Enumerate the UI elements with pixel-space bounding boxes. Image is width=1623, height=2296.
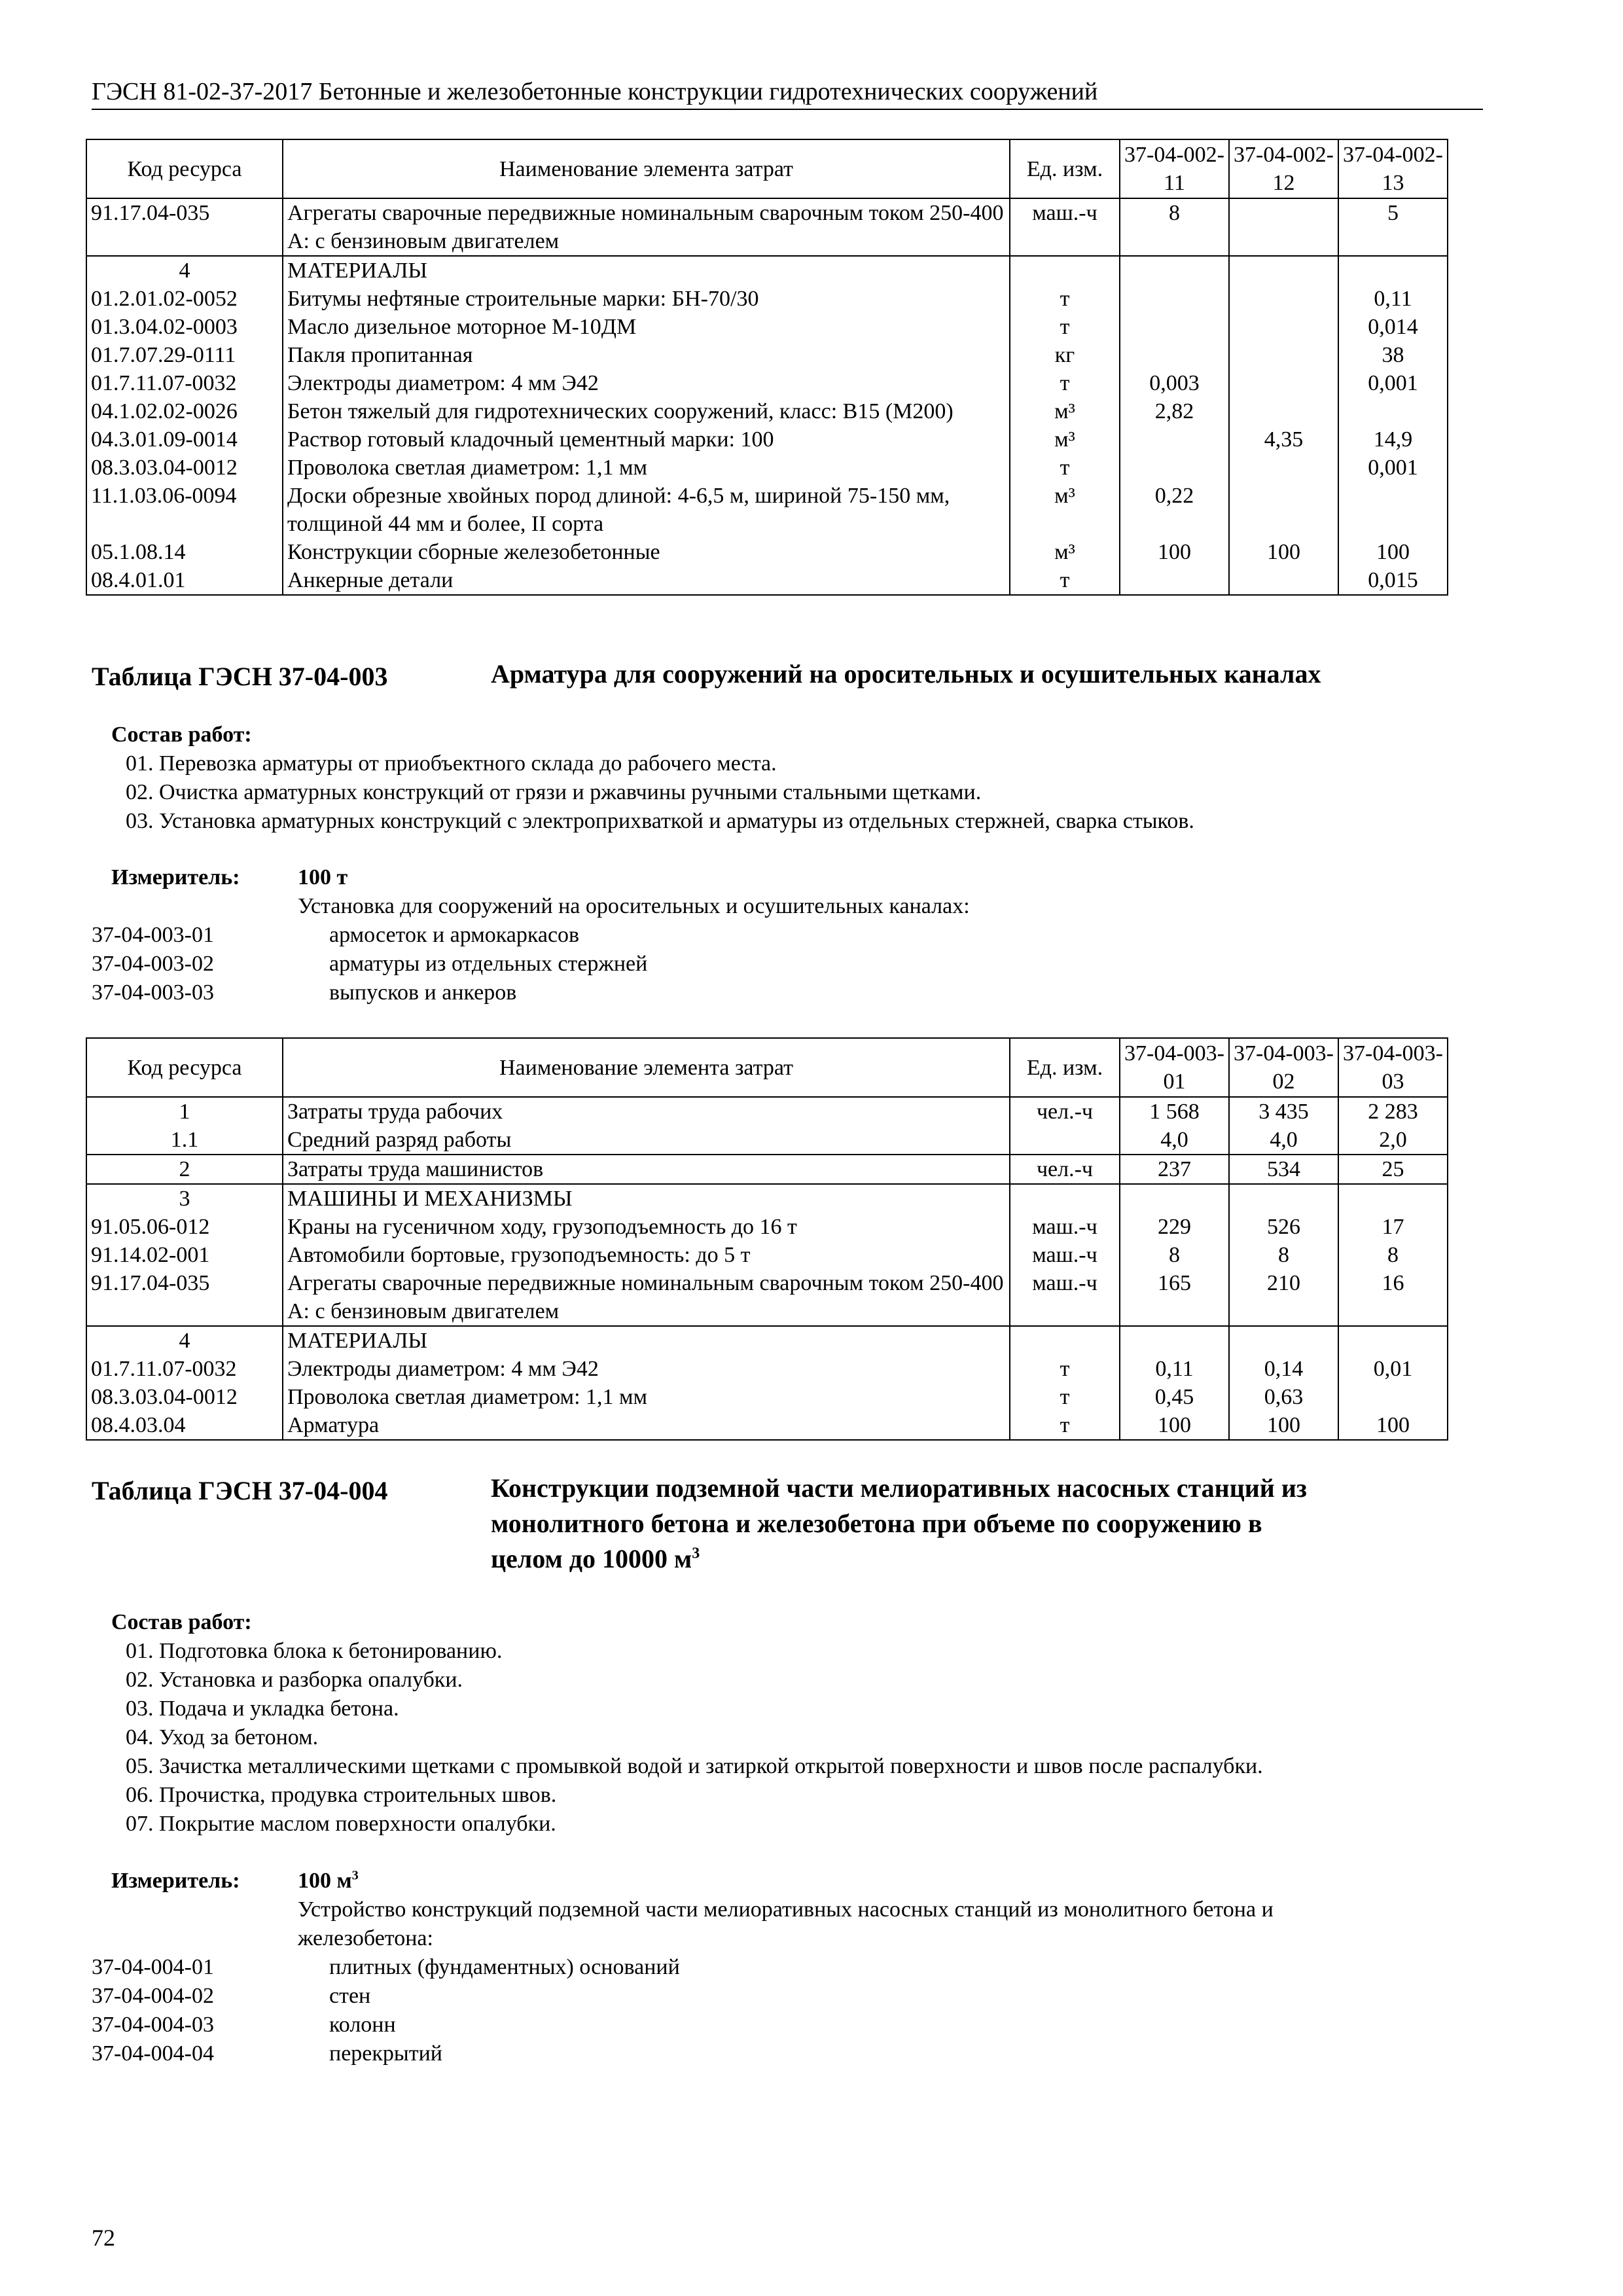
resource-unit: т [1010, 566, 1120, 595]
table-row [86, 1383, 1448, 1411]
table-row [86, 1411, 1448, 1440]
norm-value: 0,11 [1338, 285, 1448, 313]
col-header-norm: 37-04-003-02 [1229, 1038, 1338, 1097]
table-row [86, 425, 1448, 454]
resource-code: 11.1.03.06-0094 [86, 482, 283, 538]
meter-text: 100 м [298, 1869, 352, 1893]
resource-code: 01.3.04.02-0003 [86, 313, 283, 341]
meter-value: 100 т [298, 865, 348, 889]
resource-unit: т [1010, 285, 1120, 313]
norm-code: 37-04-003-03 [92, 980, 214, 1005]
norm-value [1338, 482, 1448, 538]
norm-value [1229, 313, 1338, 341]
table-row [86, 369, 1448, 397]
resource-code: 08.3.03.04-0012 [86, 1383, 283, 1411]
norm-code: 37-04-004-01 [92, 1955, 214, 1979]
work-item: 04. Уход за бетоном. [126, 1725, 319, 1749]
norm-value [1338, 1383, 1448, 1411]
norm-name: армосеток и армокаркасов [329, 923, 580, 947]
norm-name: плитных (фундаментных) оснований [329, 1955, 680, 1979]
resource-code: 1.1 [86, 1126, 283, 1155]
norm-code: 37-04-004-03 [92, 2013, 214, 2037]
resource-unit: т [1010, 1383, 1120, 1411]
table-row [86, 341, 1448, 369]
work-item: 01. Подготовка блока к бетонированию. [126, 1639, 503, 1663]
resource-name: Бетон тяжелый для гидротехнических сооружений, класс: В15 (М200) [283, 397, 1010, 425]
resource-code: 91.05.06-012 [86, 1213, 283, 1241]
table-row [86, 285, 1448, 313]
norm-value: 100 [1120, 538, 1229, 566]
col-header-norm: 37-04-002-13 [1338, 139, 1448, 198]
norm-value [1229, 369, 1338, 397]
norm-name: колонн [329, 2013, 396, 2037]
resource-name: Электроды диаметром: 4 мм Э42 [283, 1355, 1010, 1383]
section-code: 4 [86, 1326, 283, 1355]
device-caption: Устройство конструкций подземной части мелиоративных насосных станций из монолитного бетона и [298, 1897, 1274, 1922]
resource-name: Проволока светлая диаметром: 1,1 мм [283, 454, 1010, 482]
norm-value: 2,82 [1120, 397, 1229, 425]
col-header-name: Наименование элемента затрат [283, 1038, 1010, 1097]
resource-name: Затраты труда машинистов [283, 1155, 1010, 1184]
norm-value: 8 [1120, 1241, 1229, 1269]
resource-table-002 [86, 139, 1448, 596]
table-title-003: Таблица ГЭСН 37-04-003 [92, 662, 388, 691]
table-row [86, 1155, 1448, 1184]
section-code: 3 [86, 1184, 283, 1213]
table-header-row [86, 139, 1448, 198]
running-header: ГЭСН 81-02-37-2017 Бетонные и железобетонные конструкции гидротехнических сооружений [92, 78, 1098, 105]
col-header-code: Код ресурса [86, 139, 283, 198]
table-row [86, 313, 1448, 341]
norm-value: 4,35 [1229, 425, 1338, 454]
resource-unit: т [1010, 1411, 1120, 1440]
resource-name: Масло дизельное моторное М-10ДМ [283, 313, 1010, 341]
norm-value [1229, 341, 1338, 369]
section-row-materials [86, 256, 1448, 285]
norm-value [1229, 566, 1338, 595]
col-header-norm: 37-04-003-03 [1338, 1038, 1448, 1097]
resource-unit: м³ [1010, 538, 1120, 566]
table-row [86, 1355, 1448, 1383]
resource-name: Средний разряд работы [283, 1126, 1010, 1155]
norm-value [1229, 198, 1338, 256]
resource-unit: маш.-ч [1010, 1213, 1120, 1241]
norm-value: 0,45 [1120, 1383, 1229, 1411]
meter-label: Измеритель: [111, 1869, 240, 1893]
resource-table-003 [86, 1037, 1448, 1441]
resource-unit: т [1010, 1355, 1120, 1383]
norm-value: 237 [1120, 1155, 1229, 1184]
device-caption: железобетона: [298, 1926, 433, 1950]
resource-name: Краны на гусеничном ходу, грузоподъемность до 16 т [283, 1213, 1010, 1241]
table-desc-004 [491, 1471, 1307, 1577]
table-row [86, 397, 1448, 425]
resource-code: 1 [86, 1097, 283, 1126]
resource-code: 08.3.03.04-0012 [86, 454, 283, 482]
table-desc-003: Арматура для сооружений на оросительных и осушительных каналах [491, 659, 1321, 689]
resource-unit: маш.-ч [1010, 1241, 1120, 1269]
resource-name: Пакля пропитанная [283, 341, 1010, 369]
resource-code: 91.14.02-001 [86, 1241, 283, 1269]
resource-code: 01.7.11.07-0032 [86, 369, 283, 397]
norm-value: 100 [1338, 1411, 1448, 1440]
norm-code: 37-04-004-04 [92, 2041, 214, 2066]
norm-value [1229, 397, 1338, 425]
superscript: 3 [351, 1868, 359, 1883]
norm-value: 3 435 [1229, 1097, 1338, 1126]
resource-name: Проволока светлая диаметром: 1,1 мм [283, 1383, 1010, 1411]
norm-value: 8 [1338, 1241, 1448, 1269]
col-header-norm: 37-04-003-01 [1120, 1038, 1229, 1097]
resource-code: 2 [86, 1155, 283, 1184]
norm-code: 37-04-003-01 [92, 923, 214, 947]
norm-value: 25 [1338, 1155, 1448, 1184]
norm-value: 0,11 [1120, 1355, 1229, 1383]
norm-value: 0,14 [1229, 1355, 1338, 1383]
norm-value [1120, 313, 1229, 341]
col-header-unit: Ед. изм. [1010, 1038, 1120, 1097]
work-item: 05. Зачистка металлическими щетками с промывкой водой и затиркой открытой поверхности и швов после распалубки. [126, 1754, 1263, 1778]
works-heading: Состав работ: [111, 1610, 252, 1634]
norm-value: 17 [1338, 1213, 1448, 1241]
meter-label: Измеритель: [111, 865, 240, 889]
work-item: 03. Подача и укладка бетона. [126, 1696, 399, 1721]
table-row [86, 1097, 1448, 1126]
table-row [86, 198, 1448, 256]
resource-code: 05.1.08.14 [86, 538, 283, 566]
norm-value: 100 [1120, 1411, 1229, 1440]
norm-value: 100 [1229, 538, 1338, 566]
resource-unit: т [1010, 369, 1120, 397]
norm-value: 210 [1229, 1269, 1338, 1326]
norm-code: 37-04-003-02 [92, 952, 214, 976]
norm-value: 100 [1338, 538, 1448, 566]
table-row [86, 1241, 1448, 1269]
table-row [86, 538, 1448, 566]
norm-value [1120, 454, 1229, 482]
header-rule [92, 109, 1483, 110]
norm-value [1120, 425, 1229, 454]
table-row [86, 482, 1448, 538]
norm-value: 229 [1120, 1213, 1229, 1241]
norm-value: 16 [1338, 1269, 1448, 1326]
norm-value [1120, 566, 1229, 595]
norm-value: 5 [1338, 198, 1448, 256]
col-header-norm: 37-04-002-11 [1120, 139, 1229, 198]
resource-unit: маш.-ч [1010, 198, 1120, 256]
norm-value: 8 [1120, 198, 1229, 256]
norm-code: 37-04-004-02 [92, 1984, 214, 2008]
table-row [86, 1269, 1448, 1326]
norm-value [1338, 397, 1448, 425]
norm-value: 14,9 [1338, 425, 1448, 454]
norm-value: 0,63 [1229, 1383, 1338, 1411]
resource-unit: кг [1010, 341, 1120, 369]
resource-name: Автомобили бортовые, грузоподъемность: до 5 т [283, 1241, 1010, 1269]
page-number: 72 [92, 2225, 115, 2251]
resource-unit: м³ [1010, 397, 1120, 425]
norm-value: 2,0 [1338, 1126, 1448, 1155]
norm-value: 8 [1229, 1241, 1338, 1269]
norm-value: 0,015 [1338, 566, 1448, 595]
resource-unit: т [1010, 454, 1120, 482]
resource-unit: т [1010, 313, 1120, 341]
resource-code: 91.17.04-035 [86, 1269, 283, 1326]
norm-value: 0,001 [1338, 369, 1448, 397]
work-item: 03. Установка арматурных конструкций с электроприхваткой и арматуры из отдельных стержней, сварка стыков. [126, 809, 1194, 833]
norm-name: выпусков и анкеров [329, 980, 517, 1005]
install-caption: Установка для сооружений на оросительных и осушительных каналах: [298, 894, 970, 918]
work-item: 01. Перевозка арматуры от приобъектного склада до рабочего места. [126, 751, 777, 776]
desc-text: целом до 10000 м [491, 1544, 692, 1573]
resource-code: 01.7.11.07-0032 [86, 1355, 283, 1383]
table-row [86, 1213, 1448, 1241]
col-header-name: Наименование элемента затрат [283, 139, 1010, 198]
section-title: МАТЕРИАЛЫ [283, 1326, 1010, 1355]
resource-name: Конструкции сборные железобетонные [283, 538, 1010, 566]
resource-unit: маш.-ч [1010, 1269, 1120, 1326]
section-title: МАШИНЫ И МЕХАНИЗМЫ [283, 1184, 1010, 1213]
desc-line: Конструкции подземной части мелиоративных насосных станций из [491, 1473, 1307, 1503]
resource-name: Битумы нефтяные строительные марки: БН-70/30 [283, 285, 1010, 313]
norm-name: перекрытий [329, 2041, 442, 2066]
work-item: 02. Очистка арматурных конструкций от грязи и ржавчины ручными стальными щетками. [126, 780, 982, 804]
superscript: 3 [692, 1545, 700, 1562]
col-header-unit: Ед. изм. [1010, 139, 1120, 198]
norm-value: 4,0 [1229, 1126, 1338, 1155]
resource-code: 04.1.02.02-0026 [86, 397, 283, 425]
norm-value: 0,22 [1120, 482, 1229, 538]
resource-code: 04.3.01.09-0014 [86, 425, 283, 454]
norm-value: 0,001 [1338, 454, 1448, 482]
col-header-norm: 37-04-002-12 [1229, 139, 1338, 198]
resource-name: Затраты труда рабочих [283, 1097, 1010, 1126]
work-item: 02. Установка и разборка опалубки. [126, 1668, 463, 1692]
desc-line: монолитного бетона и железобетона при объеме по сооружению в [491, 1509, 1262, 1538]
table-header-row [86, 1038, 1448, 1097]
norm-value: 0,014 [1338, 313, 1448, 341]
norm-value [1120, 285, 1229, 313]
section-row-machines [86, 1184, 1448, 1213]
section-row-materials [86, 1326, 1448, 1355]
norm-value: 4,0 [1120, 1126, 1229, 1155]
norm-value: 1 568 [1120, 1097, 1229, 1126]
work-item: 06. Прочистка, продувка строительных швов. [126, 1783, 557, 1807]
norm-value: 0,003 [1120, 369, 1229, 397]
resource-name: Агрегаты сварочные передвижные номинальным сварочным током 250-400 А: с бензиновым двигателем [283, 1269, 1010, 1326]
works-heading: Состав работ: [111, 723, 252, 747]
resource-unit: м³ [1010, 425, 1120, 454]
col-header-code: Код ресурса [86, 1038, 283, 1097]
table-row [86, 454, 1448, 482]
norm-value: 165 [1120, 1269, 1229, 1326]
table-title-004: Таблица ГЭСН 37-04-004 [92, 1476, 388, 1505]
norm-value: 0,01 [1338, 1355, 1448, 1383]
resource-unit: чел.-ч [1010, 1155, 1120, 1184]
norm-name: арматуры из отдельных стержней [329, 952, 648, 976]
norm-name: стен [329, 1984, 371, 2008]
section-code: 4 [86, 256, 283, 285]
resource-name: Раствор готовый кладочный цементный марки: 100 [283, 425, 1010, 454]
work-item: 07. Покрытие маслом поверхности опалубки. [126, 1812, 556, 1836]
resource-code: 08.4.01.01 [86, 566, 283, 595]
norm-value: 100 [1229, 1411, 1338, 1440]
resource-code: 01.7.07.29-0111 [86, 341, 283, 369]
resource-unit [1010, 1126, 1120, 1155]
norm-value [1229, 285, 1338, 313]
desc-line [491, 1541, 1307, 1577]
norm-value: 534 [1229, 1155, 1338, 1184]
norm-value: 526 [1229, 1213, 1338, 1241]
norm-value: 2 283 [1338, 1097, 1448, 1126]
norm-value [1120, 341, 1229, 369]
resource-unit: м³ [1010, 482, 1120, 538]
norm-value [1229, 454, 1338, 482]
norm-value: 38 [1338, 341, 1448, 369]
resource-name: Доски обрезные хвойных пород длиной: 4-6,5 м, шириной 75-150 мм, толщиной 44 мм и более, II сорта [283, 482, 1010, 538]
table-row [86, 566, 1448, 595]
resource-name: Электроды диаметром: 4 мм Э42 [283, 369, 1010, 397]
meter-value [298, 1869, 359, 1893]
resource-name: Арматура [283, 1411, 1010, 1440]
resource-unit: чел.-ч [1010, 1097, 1120, 1126]
resource-name: Анкерные детали [283, 566, 1010, 595]
section-title: МАТЕРИАЛЫ [283, 256, 1010, 285]
resource-code: 01.2.01.02-0052 [86, 285, 283, 313]
table-row [86, 1126, 1448, 1155]
resource-code: 08.4.03.04 [86, 1411, 283, 1440]
resource-code: 91.17.04-035 [86, 198, 283, 256]
norm-value [1229, 482, 1338, 538]
resource-name: Агрегаты сварочные передвижные номинальным сварочным током 250-400 А: с бензиновым двигателем [283, 198, 1010, 256]
